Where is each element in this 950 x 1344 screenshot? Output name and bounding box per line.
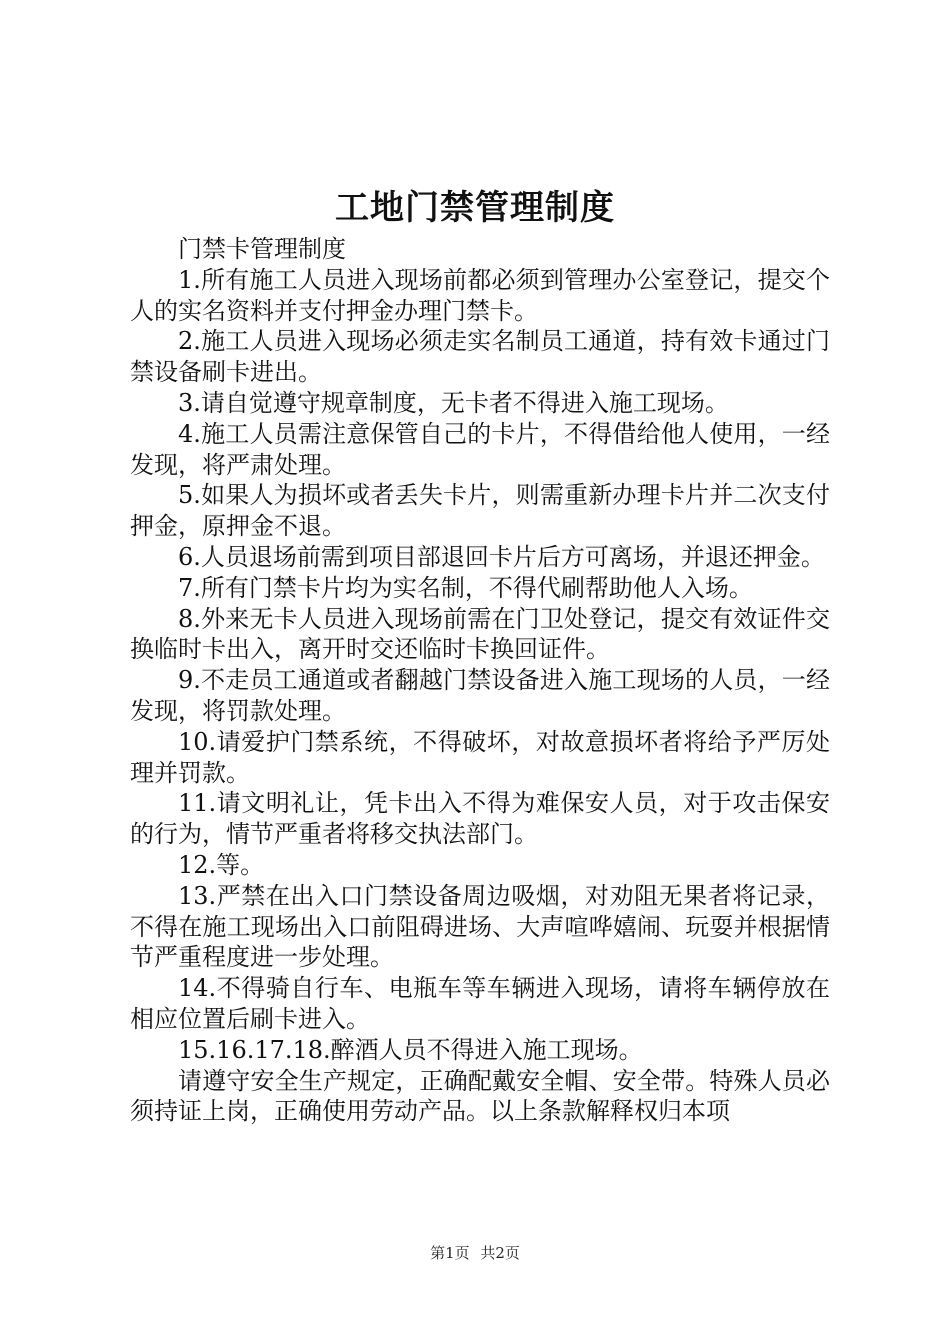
document-title: 工地门禁管理制度: [335, 188, 615, 228]
rule-paragraph: 2.施工人员进入现场必须走实名制员工通道，持有效卡通过门禁设备刷卡进出。: [130, 327, 830, 387]
rule-paragraph: 11.请文明礼让，凭卡出入不得为难保安人员，对于攻击保安的行为，情节严重者将移交执法部门。: [130, 789, 830, 849]
rule-paragraph: 6.人员退场前需到项目部退回卡片后方可离场，并退还押金。: [178, 542, 825, 571]
rule-paragraph: 9.不走员工通道或者翻越门禁设备进入施工现场的人员，一经发现，将罚款处理。: [130, 666, 830, 725]
rule-paragraph: 12.等。: [178, 850, 265, 879]
closing-paragraph: 请遵守安全生产规定，正确配戴安全帽、安全带。特殊人员必须持证上岗，正确使用劳动产品。以上条款解释权归本项: [130, 1066, 830, 1126]
rule-paragraph: 13.严禁在出入口门禁设备周边吸烟，对劝阻无果者将记录，不得在施工现场出入口前阻碍进场、大声喧哗嬉闹、玩耍并根据情节严重程度进一步处理。: [130, 881, 830, 972]
page-number-current: 第1页: [430, 1244, 470, 1262]
rule-paragraph: 15.16.17.18.醉酒人员不得进入施工现场。: [178, 1035, 643, 1064]
rule-paragraph: 10.请爱护门禁系统，不得破坏，对故意损坏者将给予严厉处理并罚款。: [130, 727, 830, 787]
rule-paragraph: 1.所有施工人员进入现场前都必须到管理办公室登记，提交个人的实名资料并支付押金办理门禁卡。: [130, 265, 830, 325]
rule-paragraph: 8.外来无卡人员进入现场前需在门卫处登记，提交有效证件交换临时卡出入，离开时交还临时卡换回证件。: [130, 604, 830, 664]
rule-paragraph: 7.所有门禁卡片均为实名制，不得代刷帮助他人入场。: [178, 573, 753, 602]
rule-paragraph: 3.请自觉遵守规章制度，无卡者不得进入施工现场。: [178, 388, 729, 417]
section-subtitle: 门禁卡管理制度: [178, 235, 346, 263]
rule-paragraph: 14.不得骑自行车、电瓶车等车辆进入现场，请将车辆停放在相应位置后刷卡进入。: [130, 974, 830, 1033]
page-number-total: 共2页: [480, 1244, 520, 1262]
document-body: [130, 234, 830, 1127]
rule-paragraph: 5.如果人为损坏或者丢失卡片，则需重新办理卡片并二次支付押金，原押金不退。: [130, 481, 830, 541]
page-footer: [0, 1242, 950, 1264]
rule-paragraph: 4.施工人员需注意保管自己的卡片，不得借给他人使用，一经发现，将严肃处理。: [130, 419, 830, 479]
